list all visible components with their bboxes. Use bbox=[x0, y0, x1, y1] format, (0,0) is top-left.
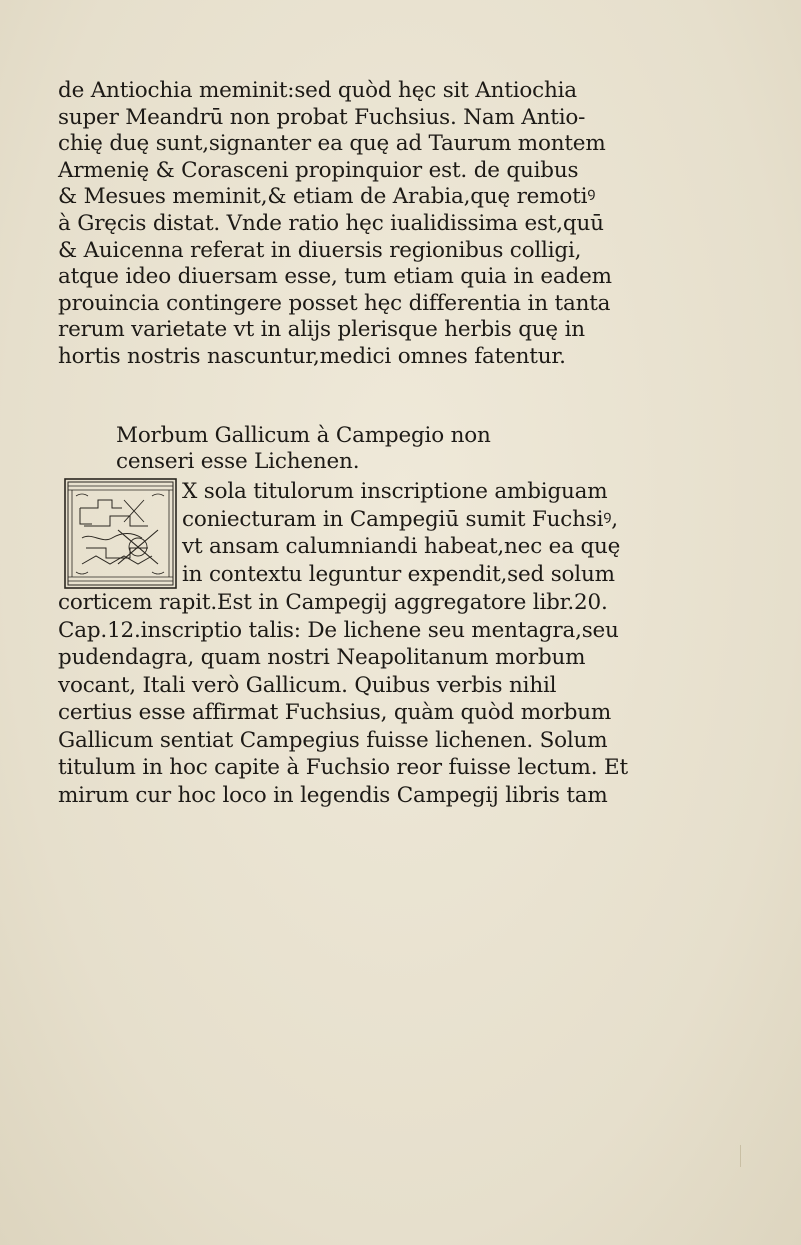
heading-line: censeri esse Lichenen. bbox=[116, 449, 360, 474]
text-line: Armenię & Corasceni propinquior est. de quibus bbox=[58, 157, 579, 183]
text-line: à Gręcis distat. Vnde ratio hęc iualidissima est,quū bbox=[58, 210, 604, 236]
text-line: Gallicum sentiat Campegius fuisse lichenen. Solum bbox=[58, 727, 608, 753]
paragraph-campegius bbox=[58, 589, 758, 809]
text-line: hortis nostris nascuntur,medici omnes fatentur. bbox=[58, 343, 566, 369]
text-line: mirum cur hoc loco in legendis Campegij libris tam bbox=[58, 782, 608, 808]
section-heading bbox=[116, 423, 801, 475]
text-line: super Meandrū non probat Fuchsius. Nam Antio- bbox=[58, 104, 586, 130]
text-line: rerum varietate vt in alijs plerisque herbis quę in bbox=[58, 317, 585, 343]
ornament-drawing bbox=[64, 478, 177, 589]
text-line: atque ideo diuersam esse, tum etiam quia in eadem bbox=[58, 264, 612, 290]
text-line: corticem rapit.Est in Campegij aggregatore libr.20. bbox=[58, 590, 608, 615]
text-line: de Antiochia meminit:sed quòd hęc sit Antiochia bbox=[58, 78, 577, 103]
text-line: X sola titulorum inscriptione ambiguam bbox=[182, 479, 608, 504]
text-line: vocant, Itali verò Gallicum. Quibus verbis nihil bbox=[58, 672, 557, 698]
text-line: & Mesues meminit,& etiam de Arabia,quę remotiꝰ bbox=[58, 184, 596, 210]
text-line: & Auicenna referat in diuersis regionibus colligi, bbox=[58, 237, 582, 263]
text-line: vt ansam calumniandi habeat,nec ea quę bbox=[182, 534, 621, 559]
heading-line: Morbum Gallicum à Campegio non bbox=[116, 423, 491, 448]
text-line: prouincia contingere posset hęc differentia in tanta bbox=[58, 290, 611, 316]
text-line: titulum in hoc capite à Fuchsio reor fuisse lectum. Et bbox=[58, 755, 628, 780]
woodcut-initial-frame-icon bbox=[64, 478, 177, 589]
text-line: chię duę sunt,signanter ea quę ad Taurum montem bbox=[58, 131, 606, 157]
text-line: certius esse affirmat Fuchsius, quàm quòd morbum bbox=[58, 700, 612, 725]
text-line: pudendagra, quam nostri Neapolitanum morbum bbox=[58, 645, 586, 670]
text-line: in contextu leguntur expendit,sed solum bbox=[182, 561, 615, 587]
paragraph-initial-lines bbox=[182, 478, 762, 588]
paper-mark bbox=[740, 1145, 749, 1167]
text-line: Cap.12.inscriptio talis: De lichene seu mentagra,seu bbox=[58, 617, 619, 643]
text-line: coniecturam in Campegiū sumit Fuchsiꝰ, bbox=[182, 506, 618, 532]
paragraph-antiochia bbox=[58, 78, 758, 371]
